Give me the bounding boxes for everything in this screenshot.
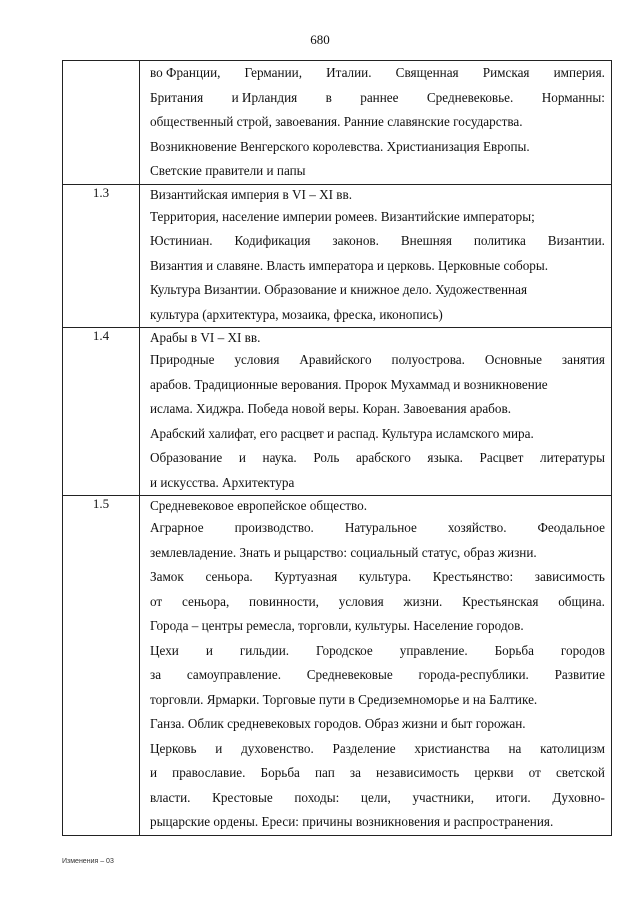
text-fragment: Природные <box>150 352 215 367</box>
text-line <box>150 86 605 111</box>
text-line <box>150 229 605 254</box>
text-fragment: от <box>150 593 163 609</box>
text-fragment: и <box>150 765 158 780</box>
table-row <box>63 328 612 496</box>
text-fragment: политика <box>473 233 526 248</box>
text-fragment: полуострова. <box>391 352 465 367</box>
section-content-cell <box>140 184 612 328</box>
section-title: Арабы в VI – XI вв. <box>150 330 261 345</box>
text-fragment: зависимость <box>534 569 605 584</box>
text-line <box>150 810 605 835</box>
text-fragment: Аравийского <box>299 352 372 367</box>
footer-note: Изменения – 03 <box>62 858 114 865</box>
text-fragment: занятия <box>561 352 605 367</box>
text-line <box>150 712 605 737</box>
text-fragment: сеньора, <box>181 593 230 609</box>
text-fragment: Византия и славяне. Власть императора и церковь. Церковные соборы. <box>150 257 549 273</box>
text-fragment: и искусства. Архитектура <box>150 474 295 490</box>
text-fragment: католицизм <box>540 740 605 756</box>
text-fragment: Культура Византии. Образование и книжное дело. Художественная <box>150 282 528 297</box>
text-line <box>150 303 605 328</box>
text-line <box>150 688 605 713</box>
text-fragment: ислама. Хиджра. Победа новой веры. Коран. Завоевания арабов. <box>150 401 512 416</box>
text-fragment: Юстиниан. <box>150 233 213 248</box>
text-line <box>150 565 605 590</box>
text-line <box>150 159 605 184</box>
text-line <box>150 614 605 639</box>
text-line <box>150 205 605 230</box>
text-fragment: походы: <box>294 789 340 805</box>
text-line <box>150 278 605 303</box>
text-fragment: города-республики. <box>418 667 529 682</box>
text-fragment: цели, <box>360 789 391 805</box>
text-line <box>150 348 605 373</box>
text-fragment: Развитие <box>554 667 605 682</box>
text-fragment: самоуправление. <box>186 667 281 682</box>
text-fragment: и <box>205 642 213 658</box>
text-fragment: раннее <box>360 89 399 105</box>
text-fragment: Основные <box>484 352 542 367</box>
text-fragment: Аграрное <box>150 520 204 535</box>
text-fragment: арабского <box>355 450 411 465</box>
text-fragment: церкви <box>474 765 514 780</box>
text-fragment: община. <box>558 593 605 609</box>
text-fragment: Крестьянская <box>462 593 539 609</box>
text-fragment: Замок <box>150 569 184 584</box>
text-fragment: хозяйство. <box>447 520 507 535</box>
text-fragment: во Франции, <box>150 65 221 80</box>
text-fragment: управление. <box>399 642 468 658</box>
text-fragment: от <box>528 765 541 780</box>
text-fragment: Византии. <box>547 233 605 248</box>
text-fragment: гильдии. <box>239 642 290 658</box>
section-title: Византийская империя в VI – XI вв. <box>150 186 353 202</box>
text-fragment: условия <box>338 593 384 609</box>
table-row <box>63 61 612 185</box>
text-line <box>150 541 605 566</box>
text-fragment: и <box>215 740 223 756</box>
text-fragment: общественный строй, завоевания. Ранние славянские государства. <box>150 114 523 129</box>
text-line <box>150 590 605 615</box>
text-fragment: участники, <box>412 789 475 805</box>
text-fragment: Норманны: <box>541 89 605 105</box>
text-fragment: Римская <box>482 65 530 80</box>
text-fragment: арабов. Традиционные верования. Пророк Мухаммад и возникновение <box>150 376 548 392</box>
text-line <box>150 373 605 398</box>
text-fragment: Куртуазная <box>274 569 338 584</box>
text-fragment: жизни. <box>403 593 443 609</box>
section-number: 1.3 <box>92 184 110 200</box>
text-fragment: и <box>238 450 246 465</box>
text-fragment: Церковь <box>150 740 197 756</box>
text-fragment: светской <box>555 765 605 780</box>
text-fragment: Италии. <box>326 65 372 80</box>
text-fragment: на <box>508 740 522 756</box>
text-fragment: за <box>150 667 162 682</box>
text-fragment: пап <box>314 765 335 780</box>
text-fragment: за <box>349 765 361 780</box>
section-title: Средневековое европейское общество. <box>150 498 368 513</box>
text-fragment: Кодификация <box>234 233 311 248</box>
text-fragment: Расцвет <box>479 450 524 465</box>
text-fragment: Арабский халифат, его расцвет и распад. Культура исламского мира. <box>150 425 534 441</box>
text-line <box>150 135 605 160</box>
text-fragment: независимость <box>376 765 460 780</box>
text-fragment: культура. <box>358 569 412 584</box>
text-line <box>150 663 605 688</box>
text-fragment: православие. <box>172 765 246 780</box>
text-fragment: Разделение <box>332 740 396 756</box>
text-line <box>150 516 605 541</box>
section-number-cell <box>63 61 140 185</box>
text-fragment: Цехи <box>150 642 179 658</box>
text-fragment: рыцарские ордены. Ереси: причины возникновения и распространения. <box>150 814 554 829</box>
text-fragment: Духовно- <box>552 789 605 805</box>
text-line <box>150 761 605 786</box>
text-fragment: Священная <box>395 65 459 80</box>
text-fragment: Городское <box>316 642 373 658</box>
table-row <box>63 184 612 328</box>
text-fragment: Внешняя <box>400 233 452 248</box>
section-content-cell <box>140 328 612 496</box>
text-fragment: итоги. <box>495 789 531 805</box>
text-line <box>150 422 605 447</box>
text-fragment: сеньора. <box>205 569 253 584</box>
text-fragment: империя. <box>553 65 605 80</box>
page-number: 680 <box>310 32 330 47</box>
text-fragment: Города – центры ремесла, торговли, культуры. Население городов. <box>150 618 524 633</box>
text-line <box>150 786 605 811</box>
section-number-cell <box>63 328 140 496</box>
text-fragment: Германии, <box>244 65 302 80</box>
curriculum-table <box>62 60 612 836</box>
text-fragment: условия <box>234 352 280 367</box>
text-fragment: Борьба <box>494 642 534 658</box>
text-fragment: Образование <box>150 450 223 465</box>
text-fragment: Крестьянство: <box>432 569 514 584</box>
text-fragment: Возникновение Венгерского королевства. Христианизация Европы. <box>150 138 530 154</box>
text-line <box>150 110 605 135</box>
text-fragment: духовенство. <box>241 740 314 756</box>
text-fragment: Крестовые <box>212 789 273 805</box>
text-line <box>150 446 605 471</box>
text-line <box>150 397 605 422</box>
text-line <box>150 254 605 279</box>
text-fragment: Натуральное <box>344 520 417 535</box>
section-number-cell <box>63 496 140 836</box>
text-fragment: Борьба <box>260 765 300 780</box>
text-fragment: власти. <box>150 789 191 805</box>
text-fragment: Британия <box>150 89 204 105</box>
text-fragment: Средневековые <box>306 667 393 682</box>
text-fragment: Средневековье. <box>426 89 514 105</box>
section-content-cell <box>140 496 612 836</box>
section-number-cell <box>63 184 140 328</box>
text-line <box>150 639 605 664</box>
text-fragment: торговли. Ярмарки. Торговые пути в Средиземноморье и на Балтике. <box>150 691 538 707</box>
text-line <box>150 61 605 86</box>
text-fragment: законов. <box>332 233 379 248</box>
section-content-cell <box>140 61 612 185</box>
text-fragment: Светские правители и папы <box>150 163 306 178</box>
text-line <box>150 471 605 496</box>
text-fragment: Территория, население империи ромеев. Византийские императоры; <box>150 208 535 224</box>
text-fragment: производство. <box>234 520 314 535</box>
table-row <box>63 496 612 836</box>
text-fragment: литературы <box>539 450 605 465</box>
text-fragment: Феодальное <box>537 520 605 535</box>
text-fragment: городов <box>560 642 605 658</box>
text-fragment: культура (архитектура, мозаика, фреска, иконопись) <box>150 306 443 322</box>
text-fragment: землевладение. Знать и рыцарство: социальный статус, образ жизни. <box>150 544 537 560</box>
text-fragment: христианства <box>414 740 490 756</box>
section-number: 1.4 <box>92 328 110 343</box>
text-fragment: повинности, <box>249 593 319 609</box>
text-fragment: Ганза. Облик средневековых городов. Образ жизни и быт горожан. <box>150 716 526 731</box>
text-fragment: и Ирландия <box>231 89 298 105</box>
text-fragment: наука. <box>262 450 297 465</box>
text-line <box>150 737 605 762</box>
text-fragment: в <box>325 89 332 105</box>
text-fragment: Роль <box>313 450 340 465</box>
section-number: 1.5 <box>92 496 110 511</box>
text-fragment: языка. <box>427 450 463 465</box>
